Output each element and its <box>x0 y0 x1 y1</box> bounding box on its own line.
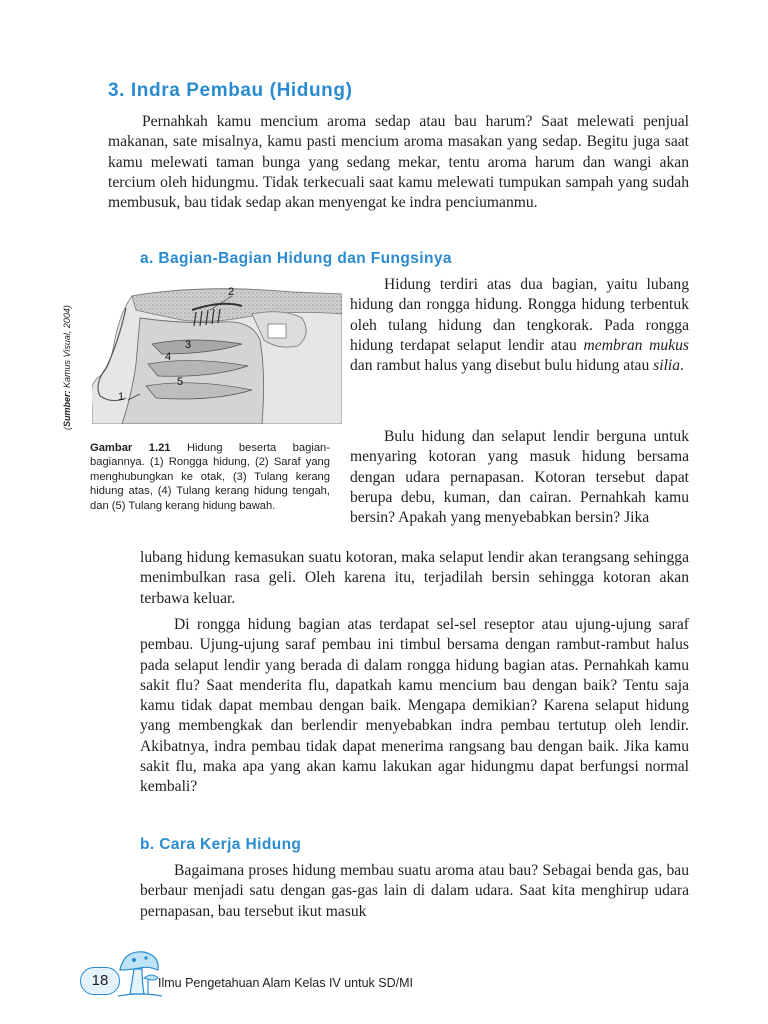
nose-anatomy-figure <box>92 284 342 424</box>
mushroom-decoration-icon <box>118 948 162 1000</box>
figure-label-1: 1 <box>118 391 125 403</box>
figure-label-4: 4 <box>165 351 172 363</box>
section-title: 3. Indra Pembau (Hidung) <box>108 80 353 101</box>
figure-source-text: Kamus Visual, 2004) <box>62 305 72 391</box>
term-membran-mukus: membran mukus <box>583 336 689 354</box>
paragraph-function-end: lubang hidung kemasukan suatu kotoran, maka selaput lendir akan terangsang sehingga menimbulkan rasa geli. Oleh karena itu, terjadilah bersin sehingga kotoran akan terbawa keluar. <box>140 549 689 607</box>
figure-label-2: 2 <box>228 286 235 298</box>
footer-book-title: Ilmu Pengetahuan Alam Kelas IV untuk SD/MI <box>158 976 413 990</box>
figure-source-label: Sumber: <box>62 390 72 427</box>
figure-caption <box>90 441 330 513</box>
figure-source: (Sumber: Kamus Visual, 2004) <box>62 305 72 430</box>
figure-label-5: 5 <box>177 376 184 388</box>
term-silia: silia <box>653 357 681 375</box>
subheading-b: b. Cara Kerja Hidung <box>140 836 302 853</box>
figure-caption-label: Gambar 1.21 <box>90 442 171 454</box>
page-number: 18 <box>80 967 120 995</box>
subheading-a: a. Bagian-Bagian Hidung dan Fungsinya <box>140 250 452 267</box>
paragraph-how-it-works: Bagaimana proses hidung membau suatu aroma atau bau? Sebagai benda gas, bau berbaur menjadi satu dengan gas-gas lain di dalam udara. Saat kita menghirup udara pernapasan, bau tersebut ikut masuk <box>140 862 689 920</box>
paragraph-receptors: Di rongga hidung bagian atas terdapat sel-sel reseptor atau ujung-ujung saraf pembau. Ujung-ujung saraf pembau ini timbul bersama dengan rambut-rambut halus pada selaput lendir yang berada di dalam rongga hidung bagian atas. Pernahkah kamu sakit flu? Saat menderita flu, dapatkah kamu mencium bau dengan baik? Tentu saja kamu tidak dapat membau dengan baik. Mengapa demikian? Karena selaput hidung yang membengkak dan berlendir menyebabkan indra pembau tertutup oleh lendir. Akibatnya, indra pembau tidak dapat menerima rangsang bau dengan baik. Jika kamu sakit flu, maka apa yang akan kamu lakukan agar hidungmu dapat berfungsi normal kembali? <box>140 616 689 796</box>
paragraph-parts: Hidung terdiri atas dua bagian, yaitu lubang hidung dan rongga hidung. Rongga hidung terbentuk oleh tulang hidung dan tengkorak. Pada rongga hidung terdapat selaput lendir atau membran mukus dan rambut halus yang disebut bulu hidung atau silia. <box>350 276 689 375</box>
paragraph-function-start: Bulu hidung dan selaput lendir berguna untuk menyaring kotoran yang masuk hidung bersama dengan udara pernapasan. Kotoran tersebut dapat berupa debu, kuman, dan cairan. Pernahkah kamu bersin? Apakah yang menyebabkan bersin? Jika <box>350 428 689 527</box>
paragraph-intro: Pernahkah kamu mencium aroma sedap atau bau harum? Saat melewati penjual makanan, sate misalnya, kamu pasti mencium aroma masakan yang sedap. Begitu juga saat kamu melewati taman bunga yang sedang mekar, tentu aroma harum dan wangi akan tercium oleh hidungmu. Tidak terkecuali saat kamu melewati tumpukan sampah yang sudah membusuk, bau tidak sedap akan menyengat ke indra penciumanmu. <box>108 113 689 212</box>
figure-label-3: 3 <box>185 339 192 351</box>
figure-caption-text: Hidung beserta bagian-bagiannya. (1) Rongga hidung, (2) Saraf yang menghubungkan ke otak, (3) Tulang kerang hidung atas, (4) Tulang kerang hidung tengah, dan (5) Tulang kerang hidung bawah. <box>90 442 330 512</box>
